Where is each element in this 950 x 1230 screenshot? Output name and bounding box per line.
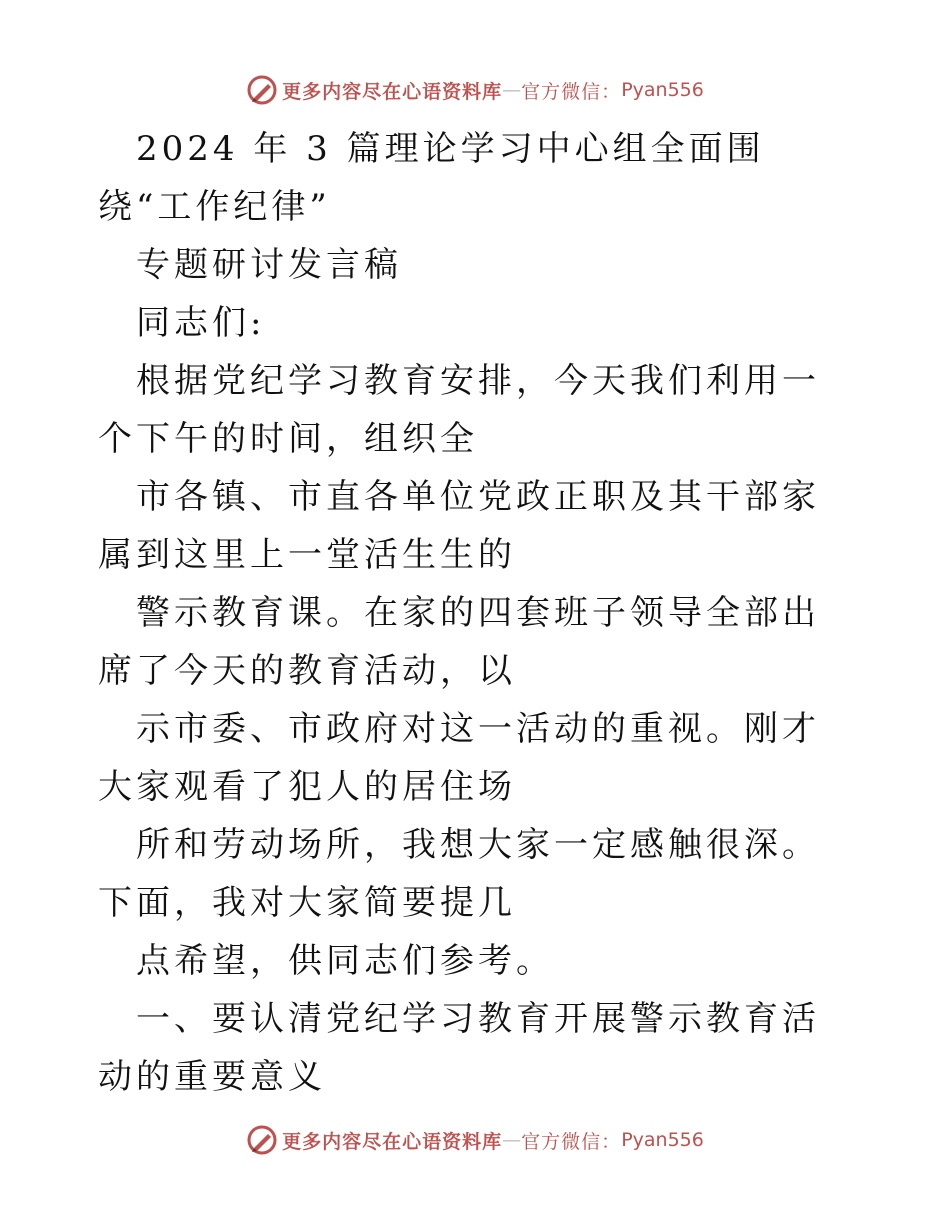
- pen-logo-icon: [246, 1124, 278, 1156]
- banner-wechat-label: 官方微信：: [521, 1130, 622, 1153]
- paragraph: 警示教育课。在家的四套班子领导全部出席了今天的教育活动，以: [98, 593, 820, 691]
- banner-account: Pyan556: [621, 79, 704, 101]
- header-banner: [0, 72, 950, 108]
- banner-account: Pyan556: [621, 1129, 704, 1151]
- section-heading: 一、要认清党纪学习教育开展警示教育活动的重要意义: [98, 999, 820, 1097]
- pen-logo-icon: [246, 74, 278, 106]
- paragraph: 根据党纪学习教育安排，今天我们利用一个下午的时间，组织全: [98, 361, 820, 459]
- footer-banner: [0, 1122, 950, 1158]
- document-title: 2024 年 3 篇理论学习中心组全面围绕“工作纪律”: [98, 129, 765, 227]
- paragraph: 所和劳动场所，我想大家一定感触很深。下面，我对大家简要提几: [98, 825, 820, 923]
- paragraph: 示市委、市政府对这一活动的重视。刚才大家观看了犯人的居住场: [98, 709, 820, 807]
- banner-separator: —: [502, 79, 522, 101]
- salutation: 同志们:: [136, 303, 266, 343]
- document-subtitle: 专题研讨发言稿: [136, 245, 402, 285]
- paragraph: 市各镇、市直各单位党政正职及其干部家属到这里上一堂活生生的: [98, 477, 820, 575]
- banner-brand: 更多内容尽在心语资料库: [282, 80, 503, 103]
- document-body: [98, 120, 856, 1106]
- banner-wechat-label: 官方微信：: [521, 80, 622, 103]
- banner-brand: 更多内容尽在心语资料库: [282, 1130, 503, 1153]
- banner-separator: —: [502, 1129, 522, 1151]
- paragraph: 点希望，供同志们参考。: [136, 941, 554, 981]
